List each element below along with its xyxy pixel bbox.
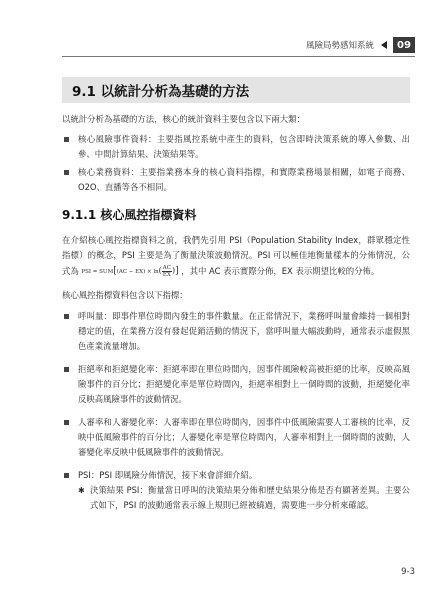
- list-item: [62, 468, 410, 483]
- list-item: [62, 309, 410, 354]
- square-bullet-icon: [64, 170, 69, 175]
- sub-list-item-text: 決策結果 PSI：衡量當日呼叫的決策結果分佈和歷史結果分佈是否有顯著差異。主要公式如下，PSI 的波動通常表示線上規則已經被繞過，需要進一步分析來確認。: [90, 485, 410, 510]
- square-bullet-icon: [64, 473, 69, 478]
- psi-paragraph: [62, 233, 410, 280]
- list-item-text: 核心風險事件資料：主要指風控系統中產生的資料，包含即時決策系統的導入參數、出參、中間計算結果、決策結果等。: [78, 134, 410, 159]
- subsection-body: [62, 233, 410, 513]
- list-item: [62, 165, 410, 195]
- section-intro: 以統計分析為基礎的方法，核心的統計資料主要包含以下兩大類：: [62, 114, 305, 124]
- psi-paragraph-text: 在介紹核心風控指標資料之前，我們先引用 PSI（Population Stability Index，群眾穩定性指標）的概念，PSI 主要是為了衡量決策波動情況。PSI 可以極佳地衡量樣本的分佈情況，公式為: [62, 235, 410, 276]
- formula-lhs: PSI = SUM: [81, 269, 114, 275]
- formula-denominator: EX: [162, 272, 171, 278]
- indicators-intro: 核心風控指標資料包含以下指標：: [62, 290, 188, 300]
- running-title: 風險局勢感知系統: [305, 41, 374, 51]
- sub-list-item: [78, 483, 410, 513]
- list-item-text: 人審率和人審變化率：人審率即在單位時間內，因事件中低風險需要人工審核的比率，反映中低風險事件的百分比；人審變化率是單位時間內，人審率相對上一個時間的波動，人審變化率反映中低風險事件的波動情況。: [78, 417, 410, 457]
- list-item: [62, 132, 410, 162]
- square-bullet-icon: [64, 367, 69, 372]
- square-bullet-icon: [64, 314, 69, 319]
- square-bullet-icon: [64, 137, 69, 142]
- list-item: [62, 415, 410, 460]
- formula-fraction: [162, 265, 172, 278]
- formula-body: (AC − EX) × ln: [116, 269, 159, 275]
- list-item-text: 呼叫量：即事件單位時間內發生的事件數量。在正常情況下，業務呼叫量會維持一個相對穩定的值，在業務方沒有發起促銷活動的情況下，當呼叫量大幅波動時，通常表示虛假黑色產業流量增加。: [78, 311, 410, 351]
- asterisk-bullet-icon: ✱: [78, 486, 85, 495]
- section-heading-band: [62, 77, 410, 103]
- psi-paragraph-tail: ，其中 AC 表示實際分佈，EX 表示期望比較的分佈。: [181, 266, 380, 276]
- list-item-text: PSI：PSI 即風險分佈情況，接下來會詳細介紹。: [78, 470, 258, 480]
- section-heading: 9.1 以統計分析為基礎的方法: [72, 84, 250, 100]
- running-header: [306, 36, 415, 54]
- section-intro-block: [62, 112, 410, 195]
- list-item-text: 核心業務資料：主要指業務本身的核心資料指標，和實際業務場景相關，如電子商務、O2O、直播等各不相同。: [78, 167, 410, 192]
- triangle-left-icon: [381, 41, 387, 49]
- subsection-heading: 9.1.1 核心風控指標資料: [62, 208, 197, 222]
- chapter-number-badge: 09: [393, 37, 415, 53]
- header-divider: [62, 56, 415, 57]
- square-bullet-icon: [64, 420, 69, 425]
- formula-numerator: AC: [162, 265, 171, 271]
- list-item-text: 拒絕率和拒絕變化率：拒絕率即在單位時間內，因事件風險較高被拒絕的比率，反映高風險事件的百分比；拒絕變化率是單位時間內，拒絕率相對上一個時間的波動，拒絕變化率反映高風險事件的波動情況。: [78, 364, 410, 404]
- psi-formula: PSI = SUM[(AC − EX) × ln( $\frac{AC}{EX}$ )]: [81, 265, 179, 278]
- page-number: 9-3: [401, 567, 415, 577]
- list-item: [62, 362, 410, 407]
